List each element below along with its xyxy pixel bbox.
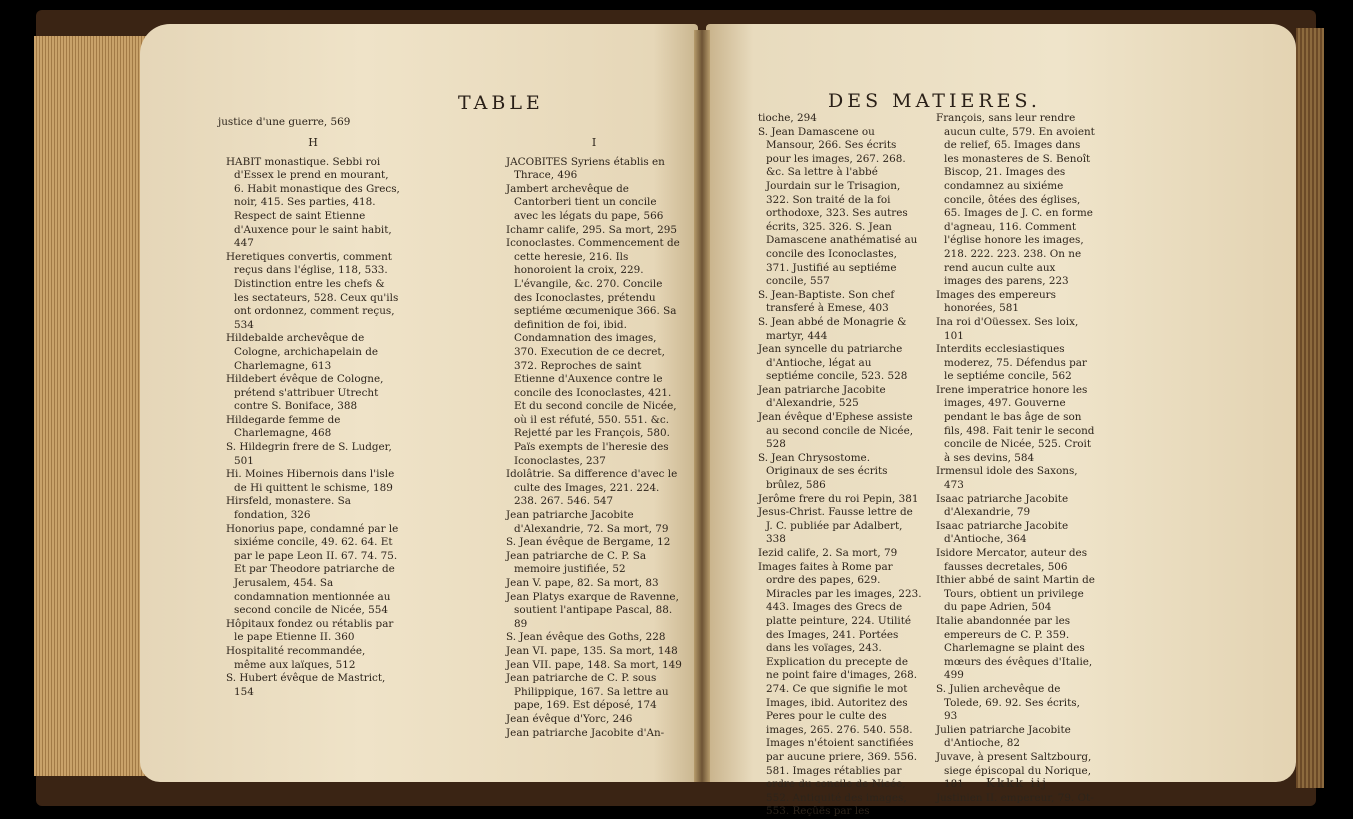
index-entry: Jean patriarche Jacobite d'Alexandrie, 525 <box>758 383 886 410</box>
index-entry: Jean patriarche de C. P. Sa memoire justifiée, 52 <box>506 549 647 576</box>
index-entry: Ithier abbé de saint Martin de Tours, obtient un privilege du pape Adrien, 504 <box>936 574 1095 614</box>
index-column-1 <box>226 132 400 699</box>
index-entry: Hirsfeld, monastere. Sa fondation, 326 <box>226 495 351 522</box>
index-entry: Jean patriarche de C. P. sous Philippique, 167. Sa lettre au pape, 169. Est déposé, 174 <box>506 672 669 712</box>
index-entry: S. Hubert évêque de Mastrict, 154 <box>226 672 386 698</box>
index-entry: Iconoclastes. Commencement de cette heresie, 216. Ils honoroient la croix, 229. L'évangile, &c. 270. Concile des Iconoclastes, prétendu septiéme œcumenique 366. Sa definition de foi, ibid. Condamnation des images, 370. Execution de ce decret, 372. Reproches de saint Etienne d'Auxence contre le concile des Iconoclastes, 421. Et du second concile de Nicée, où il est réfuté, 550. 551. &c. Rejetté par les François, 580. Païs exempts de l'heresie des Iconoclastes, 237 <box>506 237 680 467</box>
index-entry: Images faites à Rome par ordre des papes, 629. Miracles par les images, 223. 443. Images des Grecs de platte peinture, 224. Utilité des Images, 241. Portées dans les voïages, 243. Explication du precepte de ne point faire d'images, 268. 274. Ce que signifie le mot Images, ibid. Autoritez des Peres pour le culte des images, 265. 276. 540. 558. Images n'étoient sanctifiées par aucune priere, 369. 556. 581. Images rétablies par ordre du concile de Nicée, 552. Antiquité des images, 553. Reçûës par les <box>758 560 922 818</box>
index-entry: Jean patriarche Jacobite d'Alexandrie, 72. Sa mort, 79 <box>506 509 669 535</box>
index-entry: Jean patriarche Jacobite d'An- <box>506 726 665 739</box>
page-edges-right <box>1296 28 1324 788</box>
index-entry: Jean Platys exarque de Ravenne, soutient l'antipape Pascal, 88. 89 <box>506 590 679 630</box>
index-entry: Jean évêque d'Ephese assiste au second concile de Nicée, 528 <box>758 411 914 451</box>
index-entry: Honorius pape, condamné par le sixiéme concile, 49. 62. 64. Et par le pape Leon II. 67. 74. 75. Et par Theodore patriarche de Jerusalem, 454. Sa condamnation mentionnée au second concile de Nicée, 554 <box>226 522 399 617</box>
index-entry: Heretiques convertis, comment reçus dans l'église, 118, 533. Distinction entre les chefs & les sectateurs, 528. Ceux qu'ils ont ordonnez, comment reçus, 534 <box>226 250 399 331</box>
index-entry: S. Julien archevêque de Tolede, 69. 92. Ses écrits, 93 <box>936 682 1080 723</box>
index-entry: Jesus-Christ. Fausse lettre de J. C. publiée par Adalbert, 338 <box>758 506 913 546</box>
index-entry: Italie abandonnée par les empereurs de C. P. 359. Charlemagne se plaint des mœurs des évêques d'Italie, 499 <box>936 614 1093 682</box>
index-entry: S. Jean-Baptiste. Son chef transferé à Emese, 403 <box>758 288 895 315</box>
index-entry: Jean VII. pape, 148. Sa mort, 149 <box>506 658 682 671</box>
index-entry: Interdits ecclesiastiques moderez, 75. Défendus par le septiéme concile, 562 <box>936 343 1087 383</box>
index-entry: S. Jean abbé de Monagrie & martyr, 444 <box>758 315 907 342</box>
index-entry: Ichamr calife, 295. Sa mort, 295 <box>506 223 677 236</box>
right-page-header: DES MATIERES. <box>828 90 1041 112</box>
index-column-4 <box>936 112 1096 805</box>
index-entry: François, sans leur rendre aucun culte, 579. En avoient de relief, 65. Images dans les monasteres de S. Benoît Biscop, 21. Images des condamnez au sixiéme concile, ôtées des églises, 65. Images de J. C. en forme d'agneau, 116. Comment l'église honore les images, 218. 222. 223. 238. On ne rend aucun culte aux images des parens, 223 <box>936 112 1095 288</box>
text-line: justice d'une guerre, 569 <box>218 116 351 128</box>
index-entry: S. Hildegrin frere de S. Ludger, 501 <box>226 441 392 467</box>
index-entry: Ina roi d'Oüessex. Ses loix, 101 <box>936 315 1079 342</box>
index-column-2 <box>506 132 682 740</box>
index-entry: Jambert archevêque de Cantorberi tient un concile avec les légats du pape, 566 <box>506 182 664 222</box>
index-entry: Justinien II. empereur, 79. Ot- <box>936 791 1094 804</box>
index-entry: Irene imperatrice honore les images, 497. Gouverne pendant le bas âge de son fils, 498. Fait tenir le second concile de Nicée, 525. Croit à ses devins, 584 <box>936 383 1095 464</box>
index-entry: Jean évêque d'Yorc, 246 <box>506 712 633 725</box>
index-column-3 <box>758 112 922 819</box>
index-entry: Images des empereurs honorées, 581 <box>936 288 1056 315</box>
index-entry: S. Jean Chrysostome. Originaux de ses écrits brûlez, 586 <box>758 451 888 492</box>
page-edges-left <box>34 36 154 776</box>
index-entry: JACOBITES Syriens établis en Thrace, 496 <box>506 155 665 182</box>
index-entry: Jean VI. pape, 135. Sa mort, 148 <box>506 644 678 657</box>
index-entry: Hildebalde archevêque de Cologne, archichapelain de Charlemagne, 613 <box>226 332 379 372</box>
section-letter-i: I <box>591 136 597 149</box>
signature-mark: Kkkk iij <box>986 776 1048 790</box>
book-gutter <box>694 30 710 782</box>
index-entry: Idolâtrie. Sa difference d'avec le culte des Images, 221. 224. 238. 267. 546. 547 <box>506 468 678 508</box>
index-entry: Jean syncelle du patriarche d'Antioche, légat au septiéme concile, 523. 528 <box>758 343 908 383</box>
index-entry: Jerôme frere du roi Pepin, 381 <box>758 492 919 505</box>
index-entry: Irmensul idole des Saxons, 473 <box>936 465 1078 492</box>
index-entry: Hildegarde femme de Charlemagne, 468 <box>226 413 341 440</box>
section-letter-h: H <box>308 136 318 149</box>
index-entry: Hi. Moines Hibernois dans l'isle de Hi quittent le schisme, 189 <box>226 468 395 494</box>
index-entry: Hospitalité recommandée, même aux laïques, 512 <box>226 644 366 671</box>
index-entry: Hôpitaux fondez ou rétablis par le pape Etienne II. 360 <box>226 617 394 644</box>
index-entry: Isaac patriarche Jacobite d'Alexandrie, 79 <box>936 492 1069 519</box>
index-entry: S. Jean Damascene ou Mansour, 266. Ses écrits pour les images, 267. 268. &c. Sa lettre à l'abbé Jourdain sur le Trisagion, 322. Son traité de la foi orthodoxe, 323. Ses autres écrits, 325. 326. S. Jean Damascene anathématisé au concile des Iconoclastes, 371. Justifié au septiéme concile, 557 <box>758 125 918 288</box>
index-entry: tioche, 294 <box>758 112 817 124</box>
index-entry: Julien patriarche Jacobite d'Antioche, 82 <box>936 723 1071 750</box>
index-entry: S. Jean évêque des Goths, 228 <box>506 631 666 644</box>
index-entry: Iezid calife, 2. Sa mort, 79 <box>758 547 898 559</box>
index-entry: Isaac patriarche Jacobite d'Antioche, 364 <box>936 519 1069 546</box>
index-entry: Jean V. pape, 82. Sa mort, 83 <box>506 577 659 589</box>
left-page-header: TABLE <box>458 92 544 114</box>
index-entry: Hildebert évêque de Cologne, prétend s'attribuer Utrecht contre S. Boniface, 388 <box>226 373 384 413</box>
index-entry: S. Jean évêque de Bergame, 12 <box>506 536 671 549</box>
left-top-line <box>218 116 388 130</box>
index-entry: HABIT monastique. Sebbi roi d'Essex le prend en mourant, 6. Habit monastique des Grecs, noir, 415. Ses parties, 418. Respect de saint Etienne d'Auxence pour le saint habit, 447 <box>226 155 400 250</box>
index-entry: Juvave, à present Saltzbourg, siege épiscopal du Norique, 181 <box>936 750 1092 791</box>
index-entry: Isidore Mercator, auteur des fausses decretales, 506 <box>936 547 1088 573</box>
